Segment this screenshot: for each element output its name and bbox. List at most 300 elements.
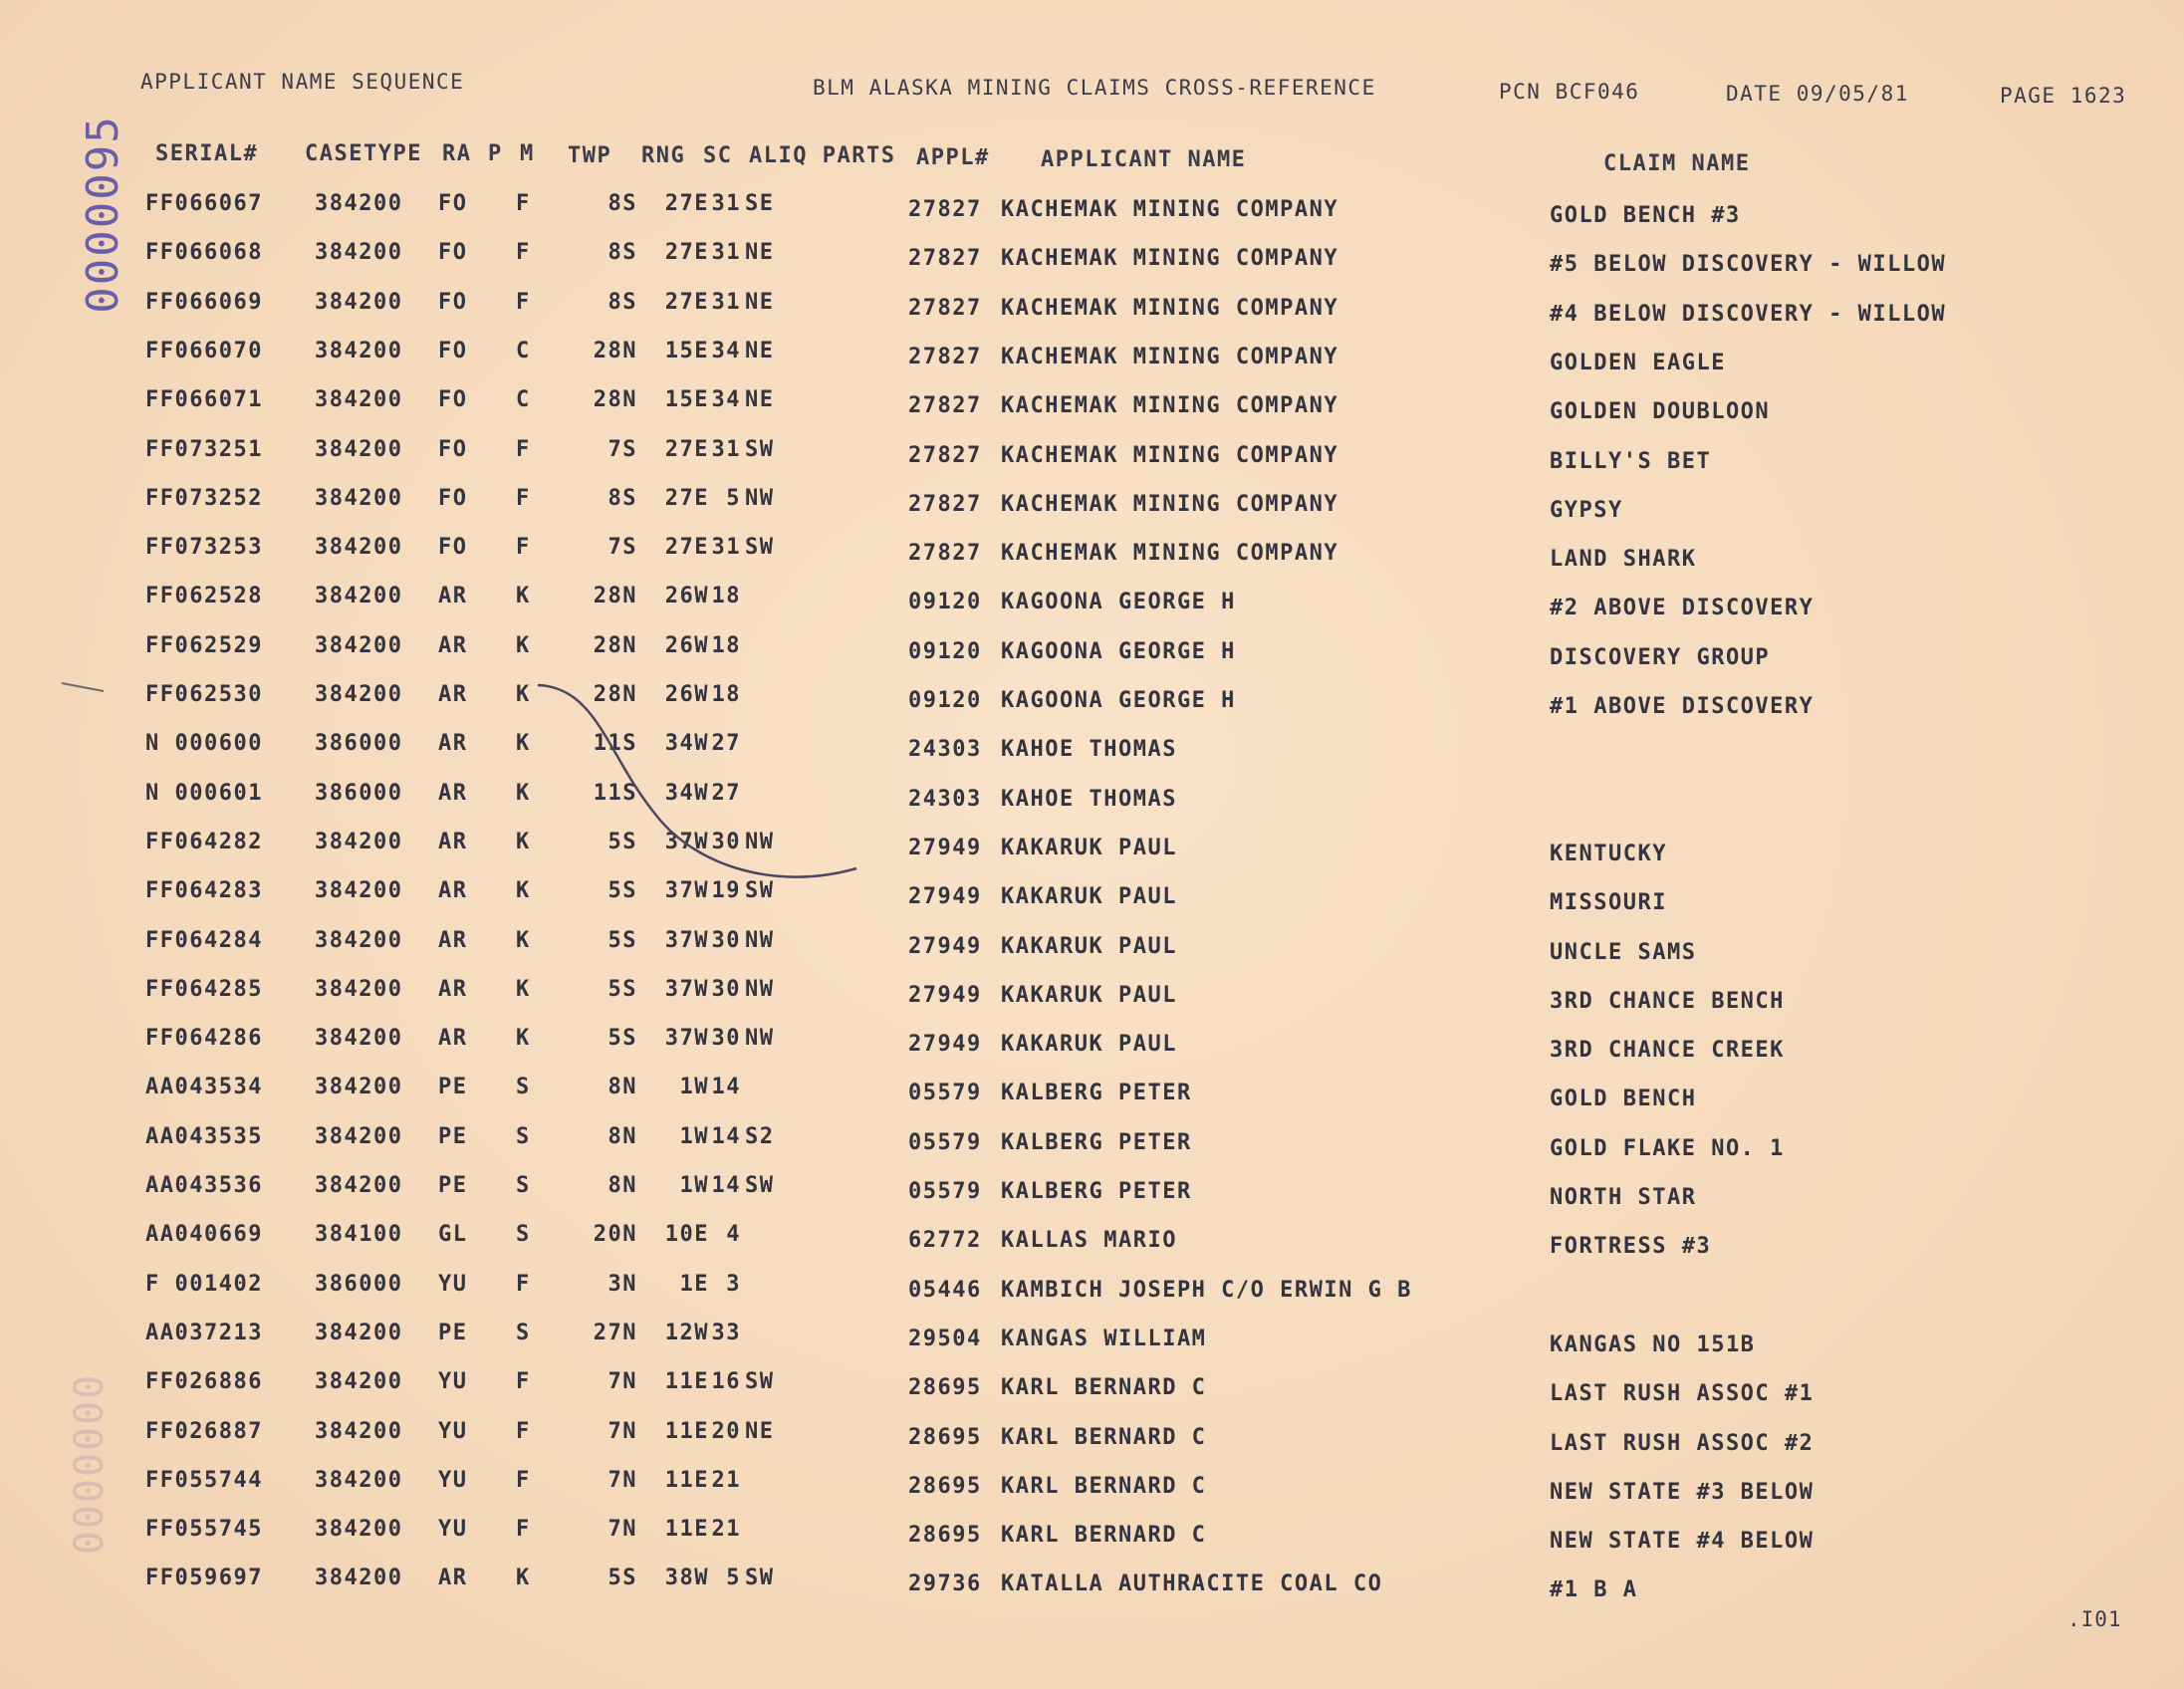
twp-cell: 8S [607, 191, 637, 216]
sc-cell: 18 [711, 682, 741, 707]
serial-cell: FF073251 [145, 436, 263, 462]
faint-stamp: 0000000 [67, 1372, 113, 1556]
appl-number-cell: 28695 [908, 1375, 982, 1401]
claim-name-cell: NEW STATE #4 BELOW [1550, 1529, 1815, 1555]
sc-cell: 33 [711, 1320, 741, 1345]
appl-number-cell: 05579 [908, 1179, 982, 1204]
col-ra: RA [442, 141, 472, 166]
serial-cell: FF064284 [145, 927, 263, 953]
serial-cell: F 001402 [145, 1271, 263, 1297]
twp-cell: 28N [593, 338, 637, 363]
rng-cell: 27E [664, 485, 709, 511]
ra-cell: FO [438, 535, 468, 561]
ra-cell: FO [438, 436, 468, 462]
casetype-cell: 384200 [315, 1369, 403, 1395]
applicant-name-cell: KAGOONA GEORGE H [1001, 638, 1236, 664]
appl-number-cell: 24303 [908, 786, 982, 812]
report-title: BLM ALASKA MINING CLAIMS CROSS-REFERENCE [813, 76, 1376, 100]
aliq-cell: NE [745, 387, 775, 413]
appl-number-cell: 28695 [908, 1473, 982, 1499]
twp-cell: 5S [607, 829, 637, 854]
twp-cell: 8N [607, 1075, 637, 1100]
claim-name-cell: GOLD BENCH #3 [1550, 203, 1741, 228]
sc-cell: 34 [711, 387, 741, 413]
applicant-name-cell: KACHEMAK MINING COMPANY [1001, 541, 1339, 567]
serial-cell: FF066067 [145, 191, 263, 216]
m-cell: S [516, 1123, 531, 1149]
ra-cell: FO [438, 387, 468, 413]
ra-cell: FO [438, 485, 468, 511]
ra-cell: PE [438, 1173, 468, 1198]
sc-cell: 14 [711, 1075, 741, 1100]
sc-cell: 31 [711, 240, 741, 266]
twp-cell: 5S [607, 976, 637, 1002]
claim-name-cell: KENTUCKY [1550, 841, 1667, 866]
casetype-cell: 384200 [315, 191, 403, 216]
applicant-name-cell: KALBERG PETER [1001, 1179, 1192, 1204]
appl-number-cell: 28695 [908, 1424, 982, 1450]
m-cell: F [516, 191, 531, 216]
aliq-cell: NW [745, 927, 775, 953]
m-cell: K [516, 780, 531, 806]
m-cell: S [516, 1173, 531, 1198]
claim-name-cell: 3RD CHANCE BENCH [1550, 988, 1785, 1014]
casetype-cell: 384200 [315, 1418, 403, 1444]
sc-cell: 31 [711, 535, 741, 561]
col-p: P [488, 141, 503, 166]
serial-cell: FF066070 [145, 338, 263, 363]
casetype-cell: 384200 [315, 1123, 403, 1149]
serial-cell: AA040669 [145, 1222, 263, 1248]
applicant-name-cell: KAKARUK PAUL [1001, 1032, 1177, 1058]
sc-cell: 30 [711, 927, 741, 953]
applicant-name-cell: KALLAS MARIO [1001, 1228, 1177, 1254]
applicant-name-cell: KACHEMAK MINING COMPANY [1001, 295, 1339, 321]
applicant-name-cell: KALBERG PETER [1001, 1081, 1192, 1106]
m-cell: S [516, 1222, 531, 1248]
col-casetype: CASETYPE [305, 141, 422, 166]
aliq-cell: NE [745, 289, 775, 315]
appl-number-cell: 27827 [908, 197, 982, 222]
aliq-cell: NW [745, 1026, 775, 1052]
sc-cell: 30 [711, 1026, 741, 1052]
casetype-cell: 384200 [315, 338, 403, 363]
serial-cell: FF055745 [145, 1517, 263, 1543]
ra-cell: PE [438, 1320, 468, 1345]
claim-name-cell: #5 BELOW DISCOVERY - WILLOW [1550, 252, 1947, 278]
twp-cell: 7N [607, 1418, 637, 1444]
sc-cell: 31 [711, 289, 741, 315]
twp-cell: 3N [607, 1271, 637, 1297]
ra-cell: FO [438, 338, 468, 363]
m-cell: K [516, 927, 531, 953]
m-cell: K [516, 632, 531, 658]
casetype-cell: 384200 [315, 1026, 403, 1052]
twp-cell: 11S [593, 731, 637, 757]
serial-cell: AA043536 [145, 1173, 263, 1198]
rng-cell: 26W [664, 584, 709, 609]
aliq-cell: NE [745, 1418, 775, 1444]
sc-cell: 18 [711, 632, 741, 658]
rng-cell: 27E [664, 289, 709, 315]
twp-cell: 28N [593, 584, 637, 609]
twp-cell: 28N [593, 682, 637, 707]
appl-number-cell: 27827 [908, 491, 982, 517]
col-appl: APPL# [916, 145, 990, 170]
rng-cell: 37W [664, 976, 709, 1002]
appl-number-cell: 27827 [908, 344, 982, 369]
claim-name-cell: 3RD CHANCE CREEK [1550, 1038, 1785, 1064]
rng-cell: 27E [664, 436, 709, 462]
m-cell: K [516, 829, 531, 854]
m-cell: K [516, 1566, 531, 1591]
sc-cell: 5 [726, 485, 741, 511]
applicant-name-cell: KACHEMAK MINING COMPANY [1001, 246, 1339, 272]
appl-number-cell: 27949 [908, 1032, 982, 1058]
col-serial: SERIAL# [155, 141, 259, 166]
appl-number-cell: 24303 [908, 737, 982, 763]
aliq-cell: NW [745, 976, 775, 1002]
ra-cell: FO [438, 240, 468, 266]
aliq-cell: NE [745, 240, 775, 266]
casetype-cell: 384200 [315, 1173, 403, 1198]
sc-cell: 27 [711, 731, 741, 757]
sc-cell: 31 [711, 191, 741, 216]
aliq-cell: NE [745, 338, 775, 363]
applicant-name-cell: KANGAS WILLIAM [1001, 1326, 1207, 1351]
casetype-cell: 386000 [315, 1271, 403, 1297]
ra-cell: YU [438, 1369, 468, 1395]
rng-cell: 38W [664, 1566, 709, 1591]
m-cell: K [516, 976, 531, 1002]
ra-cell: AR [438, 1026, 468, 1052]
sc-cell: 30 [711, 829, 741, 854]
rng-cell: 10E [664, 1222, 709, 1248]
ra-cell: YU [438, 1271, 468, 1297]
m-cell: K [516, 878, 531, 904]
aliq-cell: SW [745, 1173, 775, 1198]
rng-cell: 37W [664, 927, 709, 953]
twp-cell: 20N [593, 1222, 637, 1248]
casetype-cell: 384200 [315, 1517, 403, 1543]
twp-cell: 8S [607, 289, 637, 315]
applicant-name-cell: KALBERG PETER [1001, 1129, 1192, 1155]
claim-name-cell: #2 ABOVE DISCOVERY [1550, 596, 1815, 621]
serial-cell: N 000601 [145, 780, 263, 806]
sc-cell: 5 [726, 1566, 741, 1591]
serial-cell: AA037213 [145, 1320, 263, 1345]
serial-cell: FF064283 [145, 878, 263, 904]
claim-name-cell: LAST RUSH ASSOC #2 [1550, 1430, 1815, 1456]
appl-number-cell: 09120 [908, 688, 982, 713]
claim-name-cell: #4 BELOW DISCOVERY - WILLOW [1550, 301, 1947, 327]
applicant-name-cell: KARL BERNARD C [1001, 1473, 1207, 1499]
casetype-cell: 384200 [315, 878, 403, 904]
serial-cell: FF055744 [145, 1467, 263, 1493]
applicant-name-cell: KATALLA AUTHRACITE COAL CO [1001, 1571, 1383, 1597]
claim-name-cell: GOLDEN EAGLE [1550, 350, 1726, 375]
serial-cell: FF062530 [145, 682, 263, 707]
claim-name-cell: DISCOVERY GROUP [1550, 644, 1771, 670]
claim-name-cell: FORTRESS #3 [1550, 1234, 1712, 1260]
sc-cell: 31 [711, 436, 741, 462]
rng-cell: 15E [664, 387, 709, 413]
casetype-cell: 384200 [315, 289, 403, 315]
footer-code: .I01 [2067, 1607, 2122, 1631]
serial-cell: FF066068 [145, 240, 263, 266]
twp-cell: 8S [607, 240, 637, 266]
claim-name-cell: GOLD FLAKE NO. 1 [1550, 1135, 1785, 1161]
twp-cell: 28N [593, 632, 637, 658]
rng-cell: 11E [664, 1418, 709, 1444]
appl-number-cell: 27949 [908, 982, 982, 1008]
ra-cell: PE [438, 1075, 468, 1100]
aliq-cell: SW [745, 535, 775, 561]
appl-number-cell: 29736 [908, 1571, 982, 1597]
ra-cell: AR [438, 927, 468, 953]
claim-name-cell: LAST RUSH ASSOC #1 [1550, 1381, 1815, 1407]
ra-cell: YU [438, 1467, 468, 1493]
rng-cell: 37W [664, 878, 709, 904]
page-number: PAGE 1623 [2000, 84, 2127, 108]
twp-cell: 27N [593, 1320, 637, 1345]
applicant-name-cell: KACHEMAK MINING COMPANY [1001, 491, 1339, 517]
m-cell: F [516, 1369, 531, 1395]
appl-number-cell: 28695 [908, 1523, 982, 1549]
applicant-name-cell: KAGOONA GEORGE H [1001, 590, 1236, 615]
ra-cell: PE [438, 1123, 468, 1149]
applicant-name-cell: KAHOE THOMAS [1001, 737, 1177, 763]
m-cell: K [516, 682, 531, 707]
ra-cell: GL [438, 1222, 468, 1248]
appl-number-cell: 05579 [908, 1081, 982, 1106]
appl-number-cell: 27827 [908, 295, 982, 321]
m-cell: C [516, 338, 531, 363]
col-twp: TWP [568, 143, 612, 168]
casetype-cell: 384200 [315, 1467, 403, 1493]
serial-cell: AA043534 [145, 1075, 263, 1100]
twp-cell: 5S [607, 927, 637, 953]
m-cell: F [516, 1418, 531, 1444]
m-cell: C [516, 387, 531, 413]
report-date: DATE 09/05/81 [1726, 82, 1909, 106]
applicant-name-cell: KACHEMAK MINING COMPANY [1001, 344, 1339, 369]
rng-cell: 1W [679, 1075, 709, 1100]
rng-cell: 27E [664, 191, 709, 216]
col-claim-name: CLAIM NAME [1603, 151, 1751, 176]
appl-number-cell: 27949 [908, 835, 982, 860]
casetype-cell: 384200 [315, 632, 403, 658]
report-sequence-label: APPLICANT NAME SEQUENCE [140, 70, 465, 94]
claim-name-cell: KANGAS NO 151B [1550, 1331, 1756, 1357]
twp-cell: 5S [607, 1026, 637, 1052]
sc-cell: 16 [711, 1369, 741, 1395]
sc-cell: 14 [711, 1173, 741, 1198]
appl-number-cell: 27827 [908, 541, 982, 567]
appl-number-cell: 27949 [908, 884, 982, 910]
ra-cell: AR [438, 976, 468, 1002]
m-cell: F [516, 535, 531, 561]
ra-cell: AR [438, 829, 468, 854]
sc-cell: 34 [711, 338, 741, 363]
ra-cell: AR [438, 878, 468, 904]
ra-cell: AR [438, 1566, 468, 1591]
applicant-name-cell: KAHOE THOMAS [1001, 786, 1177, 812]
aliq-cell: SW [745, 1369, 775, 1395]
sc-cell: 14 [711, 1123, 741, 1149]
applicant-name-cell: KACHEMAK MINING COMPANY [1001, 197, 1339, 222]
appl-number-cell: 27827 [908, 246, 982, 272]
twp-cell: 7N [607, 1369, 637, 1395]
sc-cell: 18 [711, 584, 741, 609]
m-cell: K [516, 584, 531, 609]
ra-cell: AR [438, 682, 468, 707]
aliq-cell: SE [745, 191, 775, 216]
aliq-cell: SW [745, 878, 775, 904]
col-applicant-name: APPLICANT NAME [1041, 147, 1247, 172]
rng-cell: 26W [664, 632, 709, 658]
appl-number-cell: 09120 [908, 638, 982, 664]
claim-name-cell: UNCLE SAMS [1550, 939, 1697, 965]
sc-cell: 21 [711, 1517, 741, 1543]
ra-cell: YU [438, 1418, 468, 1444]
m-cell: K [516, 1026, 531, 1052]
serial-cell: FF066071 [145, 387, 263, 413]
claim-name-cell: BILLY'S BET [1550, 448, 1712, 474]
casetype-cell: 386000 [315, 731, 403, 757]
serial-cell: FF064285 [145, 976, 263, 1002]
rng-cell: 11E [664, 1369, 709, 1395]
m-cell: F [516, 289, 531, 315]
sc-cell: 27 [711, 780, 741, 806]
serial-cell: FF062528 [145, 584, 263, 609]
m-cell: F [516, 436, 531, 462]
casetype-cell: 384100 [315, 1222, 403, 1248]
claim-name-cell: MISSOURI [1550, 890, 1667, 916]
serial-cell: AA043535 [145, 1123, 263, 1149]
m-cell: F [516, 1271, 531, 1297]
ra-cell: AR [438, 632, 468, 658]
casetype-cell: 384200 [315, 976, 403, 1002]
rng-cell: 34W [664, 731, 709, 757]
m-cell: F [516, 240, 531, 266]
serial-cell: FF066069 [145, 289, 263, 315]
claim-name-cell: #1 B A [1550, 1577, 1638, 1603]
aliq-cell: SW [745, 1566, 775, 1591]
claim-name-cell: GOLDEN DOUBLOON [1550, 399, 1771, 425]
ra-cell: AR [438, 584, 468, 609]
appl-number-cell: 27949 [908, 933, 982, 959]
aliq-cell: NW [745, 829, 775, 854]
sc-cell: 19 [711, 878, 741, 904]
casetype-cell: 384200 [315, 682, 403, 707]
twp-cell: 7S [607, 436, 637, 462]
rng-cell: 37W [664, 829, 709, 854]
serial-cell: N 000600 [145, 731, 263, 757]
casetype-cell: 384200 [315, 535, 403, 561]
appl-number-cell: 05446 [908, 1277, 982, 1303]
serial-cell: FF073253 [145, 535, 263, 561]
casetype-cell: 384200 [315, 240, 403, 266]
aliq-cell: NW [745, 485, 775, 511]
rng-cell: 37W [664, 1026, 709, 1052]
m-cell: F [516, 485, 531, 511]
rng-cell: 11E [664, 1467, 709, 1493]
applicant-name-cell: KAMBICH JOSEPH C/O ERWIN G B [1001, 1277, 1412, 1303]
claim-name-cell: GOLD BENCH [1550, 1086, 1697, 1112]
twp-cell: 28N [593, 387, 637, 413]
serial-stamp: 0000095 [77, 115, 128, 314]
serial-cell: FF062529 [145, 632, 263, 658]
appl-number-cell: 62772 [908, 1228, 982, 1254]
casetype-cell: 384200 [315, 927, 403, 953]
twp-cell: 5S [607, 1566, 637, 1591]
rng-cell: 27E [664, 240, 709, 266]
sc-cell: 21 [711, 1467, 741, 1493]
twp-cell: 7S [607, 535, 637, 561]
col-m: M [520, 141, 535, 166]
pcn-label: PCN BCF046 [1499, 80, 1640, 104]
rng-cell: 34W [664, 780, 709, 806]
applicant-name-cell: KAGOONA GEORGE H [1001, 688, 1236, 713]
twp-cell: 8S [607, 485, 637, 511]
rng-cell: 27E [664, 535, 709, 561]
appl-number-cell: 27827 [908, 393, 982, 419]
ra-cell: FO [438, 289, 468, 315]
serial-cell: FF064286 [145, 1026, 263, 1052]
rng-cell: 1W [679, 1123, 709, 1149]
rng-cell: 15E [664, 338, 709, 363]
m-cell: S [516, 1075, 531, 1100]
serial-cell: FF059697 [145, 1566, 263, 1591]
casetype-cell: 384200 [315, 1320, 403, 1345]
twp-cell: 5S [607, 878, 637, 904]
serial-cell: FF073252 [145, 485, 263, 511]
applicant-name-cell: KARL BERNARD C [1001, 1424, 1207, 1450]
claim-name-cell: GYPSY [1550, 497, 1623, 523]
applicant-name-cell: KACHEMAK MINING COMPANY [1001, 393, 1339, 419]
claim-name-cell: NORTH STAR [1550, 1185, 1697, 1210]
casetype-cell: 384200 [315, 387, 403, 413]
sc-cell: 3 [726, 1271, 741, 1297]
casetype-cell: 384200 [315, 485, 403, 511]
twp-cell: 7N [607, 1517, 637, 1543]
applicant-name-cell: KACHEMAK MINING COMPANY [1001, 442, 1339, 468]
sc-cell: 30 [711, 976, 741, 1002]
rng-cell: 1W [679, 1173, 709, 1198]
serial-cell: FF064282 [145, 829, 263, 854]
sc-cell: 20 [711, 1418, 741, 1444]
applicant-name-cell: KARL BERNARD C [1001, 1375, 1207, 1401]
applicant-name-cell: KAKARUK PAUL [1001, 835, 1177, 860]
m-cell: F [516, 1467, 531, 1493]
serial-cell: FF026887 [145, 1418, 263, 1444]
applicant-name-cell: KARL BERNARD C [1001, 1523, 1207, 1549]
casetype-cell: 384200 [315, 584, 403, 609]
col-rng: RNG [641, 143, 686, 168]
m-cell: S [516, 1320, 531, 1345]
serial-cell: FF026886 [145, 1369, 263, 1395]
rng-cell: 12W [664, 1320, 709, 1345]
twp-cell: 8N [607, 1173, 637, 1198]
appl-number-cell: 27827 [908, 442, 982, 468]
ra-cell: FO [438, 191, 468, 216]
m-cell: F [516, 1517, 531, 1543]
claim-name-cell: #1 ABOVE DISCOVERY [1550, 694, 1815, 719]
applicant-name-cell: KAKARUK PAUL [1001, 933, 1177, 959]
appl-number-cell: 09120 [908, 590, 982, 615]
aliq-cell: S2 [745, 1123, 775, 1149]
